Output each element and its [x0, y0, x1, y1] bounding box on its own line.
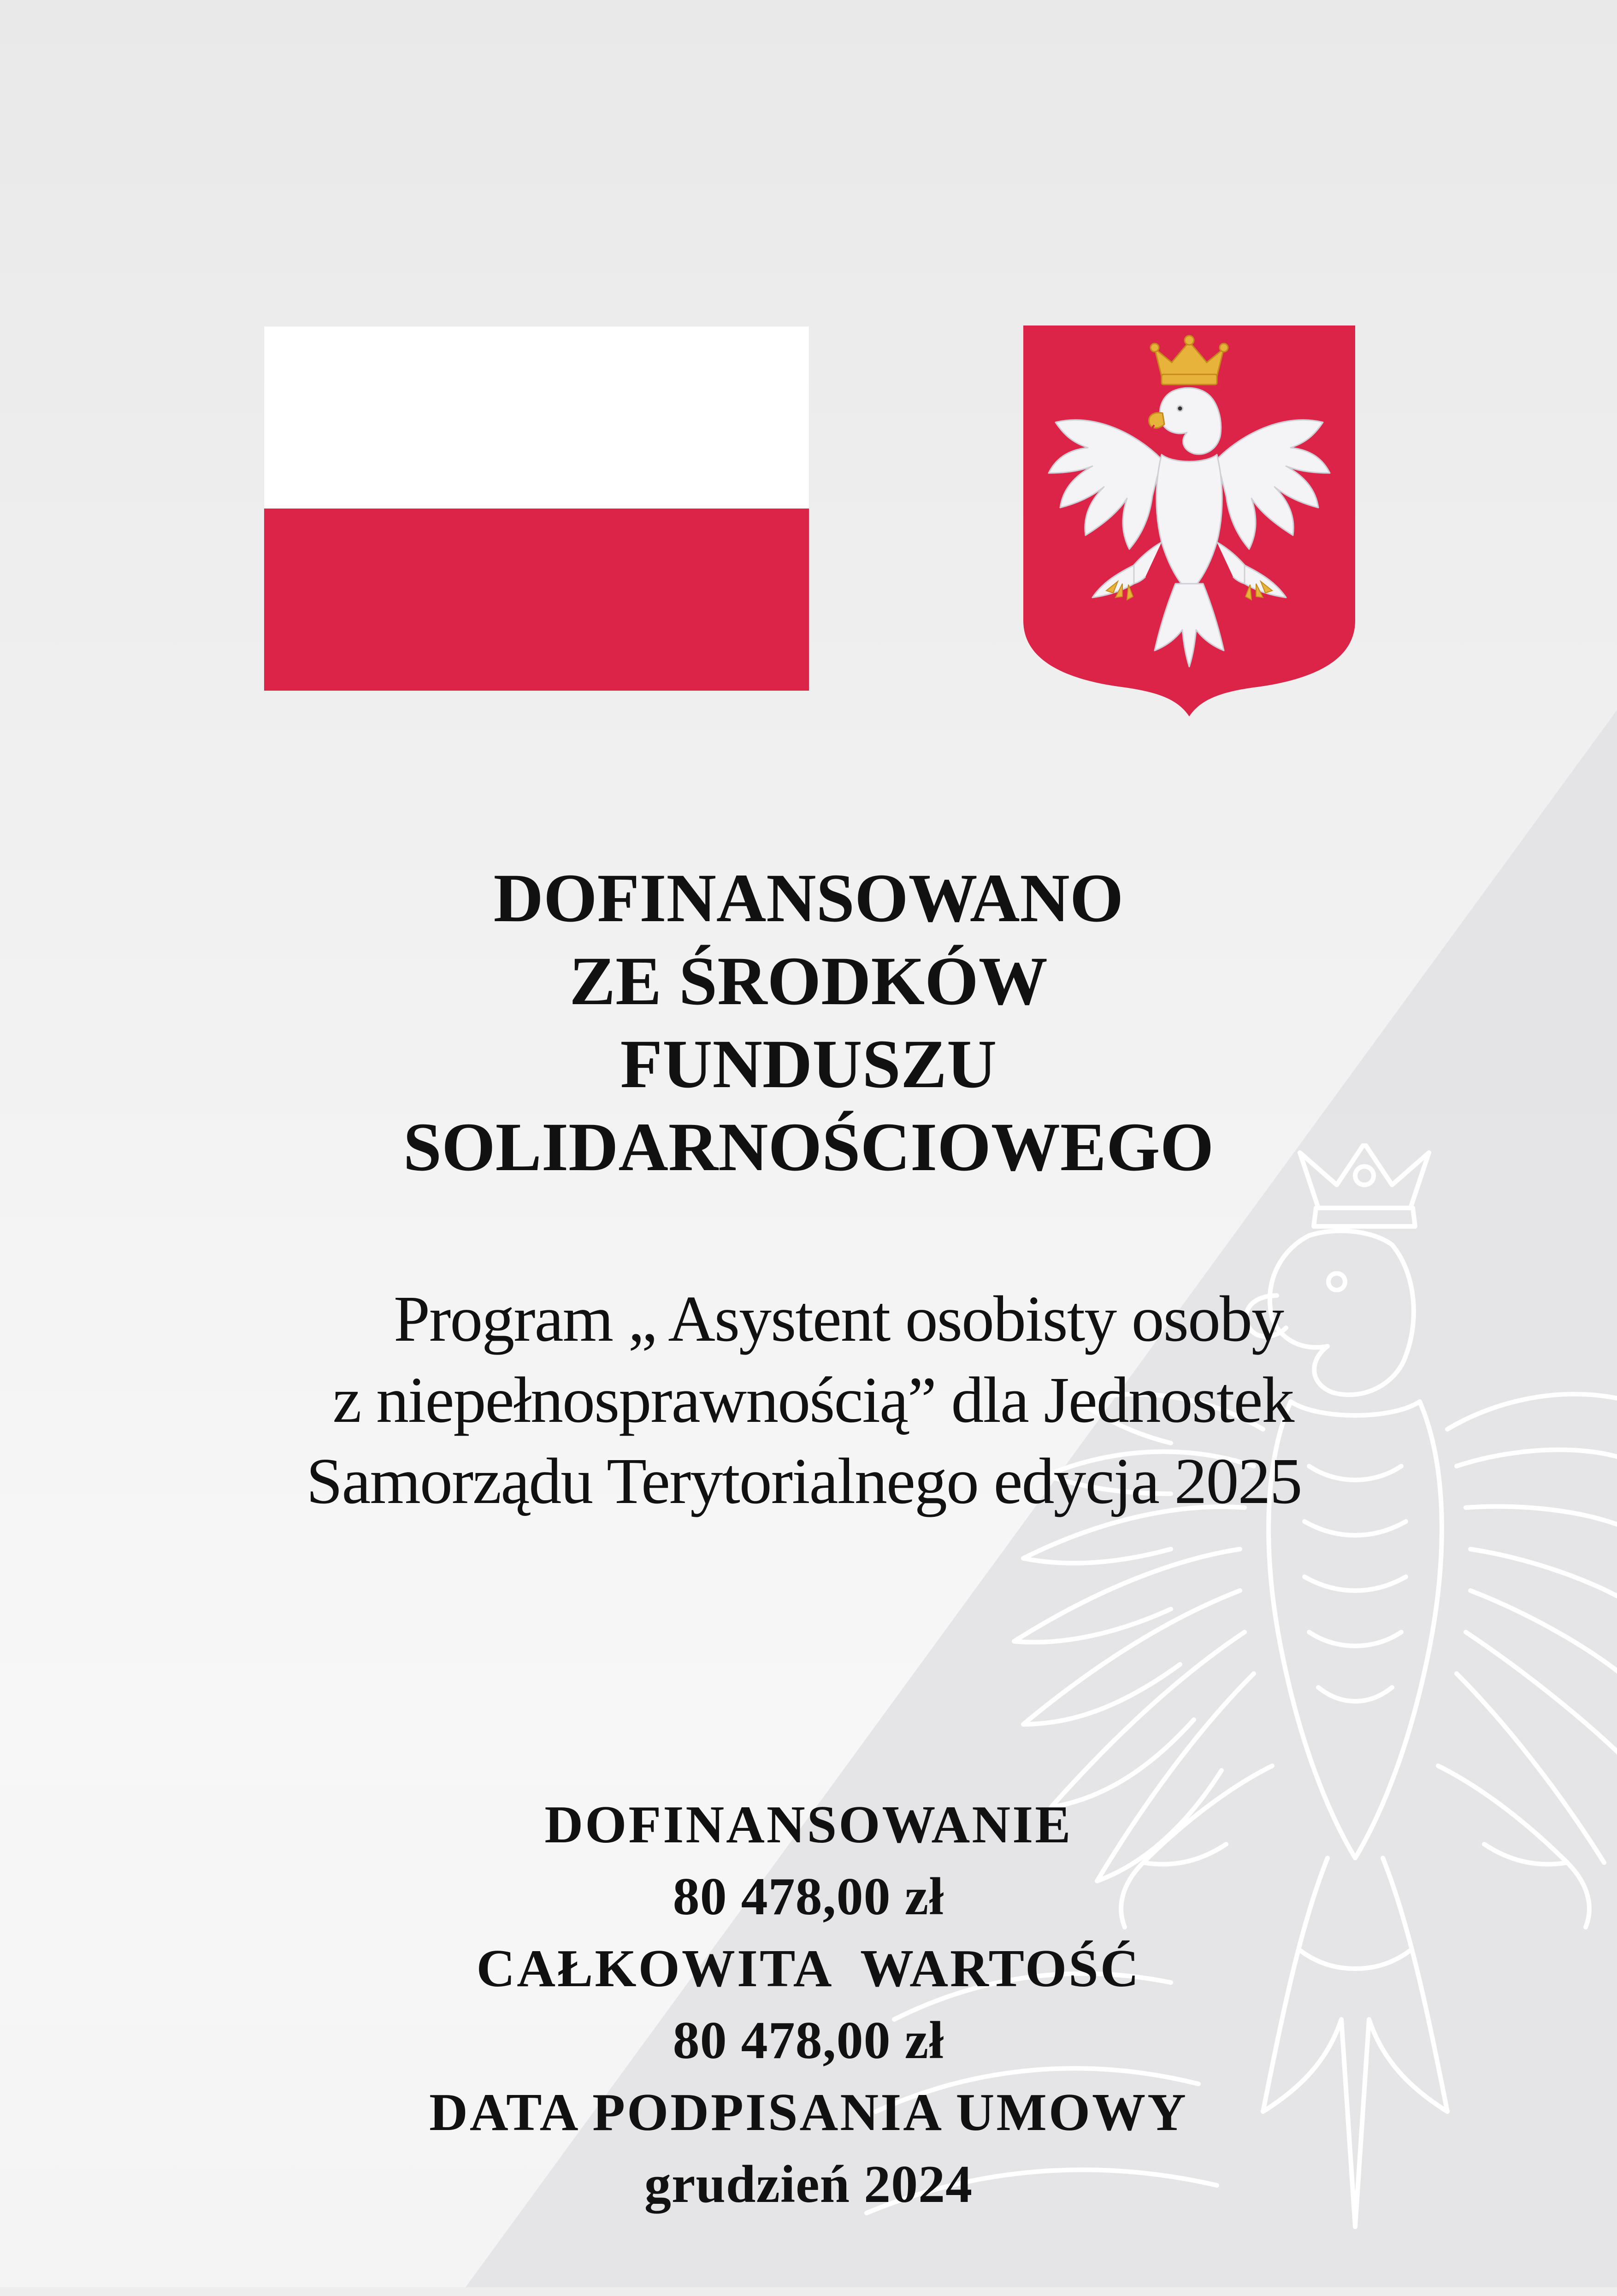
program-description — [0, 1278, 1617, 1521]
coat-of-arms-icon — [1023, 325, 1355, 716]
heading-line-1: DOFINANSOWANO — [493, 860, 1124, 936]
heading-line-4: SOLIDARNOŚCIOWEGO — [403, 1109, 1214, 1185]
program-line-3: Samorządu Terytorialnego edycja 2025 — [306, 1444, 1302, 1517]
funding-details — [0, 1789, 1617, 2220]
flag-red-stripe — [264, 509, 809, 691]
total-value-label: CAŁKOWITA WARTOŚĆ — [476, 1939, 1141, 1998]
flag-white-stripe — [264, 326, 809, 509]
funding-label: DOFINANSOWANIE — [544, 1795, 1073, 1854]
heading-line-3: FUNDUSZU — [620, 1026, 997, 1102]
heading-line-2: ZE ŚRODKÓW — [569, 943, 1048, 1019]
contract-date-value: grudzień 2024 — [644, 2155, 973, 2214]
funding-value: 80 478,00 zł — [673, 1867, 944, 1926]
program-line-2: z niepełnosprawnością” dla Jednostek — [332, 1363, 1294, 1436]
heading — [0, 857, 1617, 1189]
program-line-1: Program „ Asystent osobisty osoby — [394, 1282, 1283, 1355]
contract-date-label: DATA PODPISANIA UMOWY — [429, 2083, 1188, 2142]
polish-flag — [264, 326, 809, 691]
total-value: 80 478,00 zł — [673, 2011, 944, 2070]
